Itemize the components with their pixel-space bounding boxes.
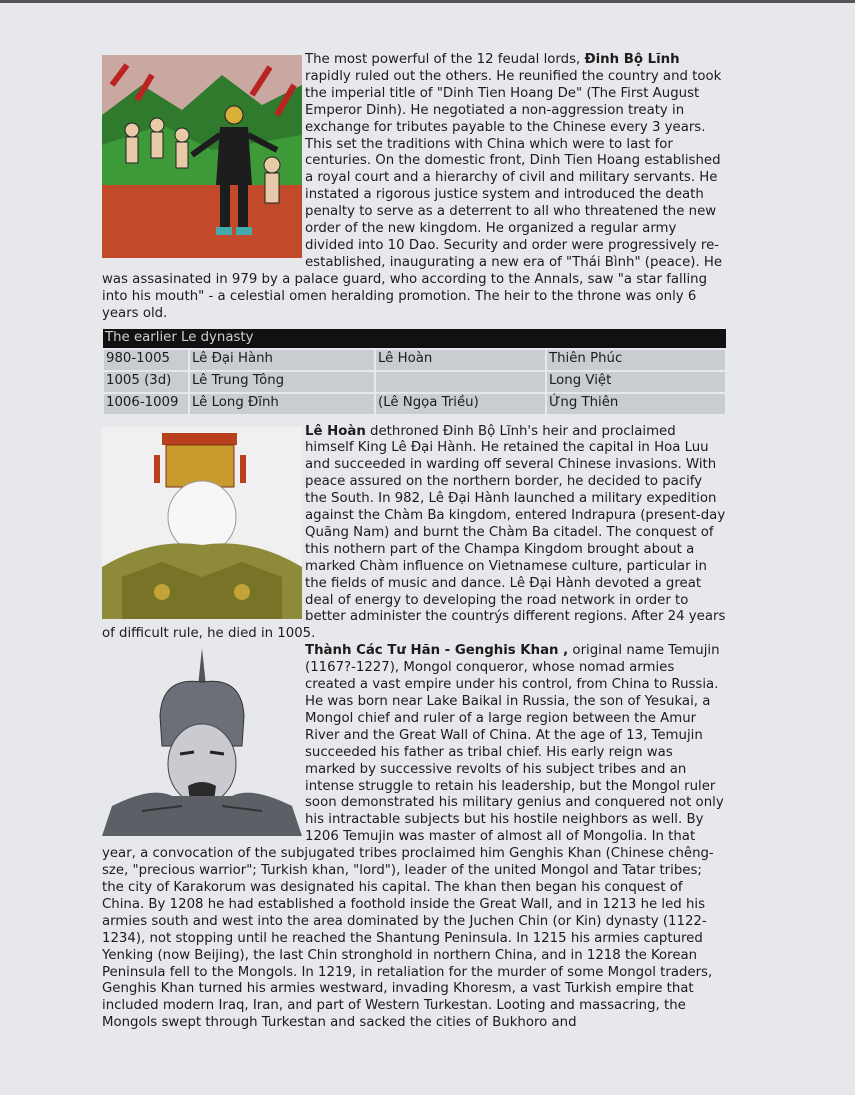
section-body: original name Temujin (1167?-1227), Mongol conqueror, whose nomad armies created a vast empire under his control, from China to Russia. He was born near Lake Baikal in Russia, the son of Yesukai, a Mongol chief and ruler of a large region between the Amur River and the Great Wall of China. At the age of 13, Temujin succeeded his father as tribal chief. His early reign was marked by successive revolts of his subject tribes and an intense struggle to retain his leadership, but the Mongol ruler soon demonstrated his military genius and conquered not only his intractable subjects but his hostile neighbors as well. By 1206 Temujin was master of almost all of Mongolia. In that year, a convocation of the subjugated tribes proclaimed him Genghis Khan (Chinese chêng-sze, "precious warrior"; Turkish khan, "lord"), leader of the united Mongol and Tatar tribes; the city of Karakorum was designated his capital. The khan then began his conquest of China. By 1208 he had established a foothold inside the Great Wall, and in 1213 he led his armies south and west into the area dominated by the Juchen Chin (or Kin) dynasty (1122-1234), not stopping until he reached the Shantung Peninsula. In 1215 his armies captured Yenking (now Beijing), the last Chin stronghold in northern China, and in 1218 the Korean Peninsula fell to the Mongols. In 1219, in retaliation for the murder of some Mongol traders, Genghis Khan turned his armies westward, invading Khoresm, a vast Turkish empire that included modern Iraq, Iran, and part of Western Turkestan. Looting and massacring, the Mongols swept through Turkestan and sacked the cities of Bukhoro and xyxy=(102,643,724,1031)
dinh-bo-linh-illustration xyxy=(102,55,302,258)
scan-top-edge xyxy=(0,0,855,3)
king-name: Lê Hoàn xyxy=(375,349,546,371)
genghis-khan-portrait xyxy=(102,646,302,836)
king-name: (Lê Ngọa Triều) xyxy=(375,393,546,415)
section-body: dethroned Đinh Bộ Lĩnh's heir and proclaimed himself King Lê Đại Hành. He retained the capital in Hoa Luu and succeeded in warding off several Chinese invasions. With peace assured on the northern border, he decided to pacify the South. In 982, Lê Đại Hành launched a military expedition against the Chàm Ba kingdom, entered Indrapura (present-day Quãng Nam) and burnt the Chàm Ba citadel. The conquest of this nothern part of the Champa Kingdom brought about a marked Chàm influence on Vietnamese culture, particular in the fields of music and dance. Lê Đại Hành devoted a great deal of energy to developing the road network in order to better administer the countrýs different regions. After 24 years of difficult rule, he died in 1005. xyxy=(102,423,726,642)
king-name xyxy=(375,371,546,393)
king-title: Lê Long Đĩnh xyxy=(189,393,375,415)
intro-text: The most powerful of the 12 feudal lords, xyxy=(305,52,585,67)
reign-years: 1006-1009 xyxy=(103,393,189,415)
era-name: Thiên Phúc xyxy=(546,349,726,371)
document-page xyxy=(102,52,727,1032)
reign-years: 980-1005 xyxy=(103,349,189,371)
era-name: Ứng Thiên xyxy=(546,393,726,415)
table-row xyxy=(103,393,726,415)
king-title: Lê Trung Tông xyxy=(189,371,375,393)
reign-years: 1005 (3d) xyxy=(103,371,189,393)
name-genghis-khan: Thành Các Tư Hãn - Genghis Khan , xyxy=(305,643,569,659)
king-title: Lê Đại Hành xyxy=(189,349,375,371)
table-row xyxy=(103,371,726,393)
era-name: Long Việt xyxy=(546,371,726,393)
name-le-hoan: Lê Hoàn xyxy=(305,423,366,439)
name-dinh-bo-linh: Đinh Bộ Lĩnh xyxy=(584,52,680,67)
le-hoan-portrait xyxy=(102,427,302,619)
table-header-row xyxy=(103,329,726,349)
section-body: rapidly ruled out the others. He reunified the country and took the imperial title of "Dinh Tien Hoang De" (The First August Emperor Dinh). He negotiated a non-aggression treaty in exchange for tributes payable to the Chinese every 3 years. This set the traditions with China which were to last for centuries. On the domestic front, Dinh Tien Hoang established a royal court and a hierarchy of civil and military servants. He instated a rigorous justice system and introduced the death penalty to serve as a deterrent to all who threatened the new order of the new kingdom. He organized a regular army divided into 10 Dao. Security and order were progressively re-established, inaugurating a new era of "Thái Bình" (peace). He was assasinated in 979 by a palace guard, who according to the Annals, saw "a star falling into his mouth" - a celestial omen heralding promotion. The heir to the throne was only 6 years old. xyxy=(102,68,723,321)
dynasty-table xyxy=(102,329,727,416)
table-title: The earlier Le dynasty xyxy=(103,329,726,349)
table-row xyxy=(103,349,726,371)
